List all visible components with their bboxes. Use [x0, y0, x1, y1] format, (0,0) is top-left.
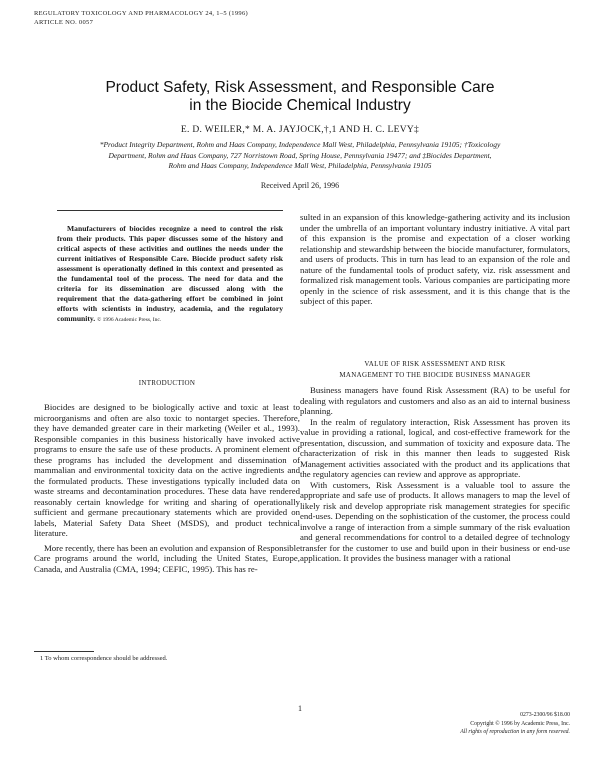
paragraph: With customers, Risk Assessment is a valuable tool to assure the appropriate and safe use of products. It allows managers to map the level of likely risk and develop appropriate risk management strategies for specific end-uses. Depending on the sophistication of the customer, the process could involve a range of interaction from a simple summary of the risk evaluation and general recommendations for control to a detailed degree of technology transfer for the customer to use and build upon in their business or end-use application. It provides the business manager with a rational — [300, 479, 570, 563]
page-number: 1 — [298, 704, 302, 713]
value-section-heading — [300, 359, 570, 381]
heading-line: VALUE OF RISK ASSESSMENT AND RISK — [364, 360, 506, 368]
right-column-top — [300, 212, 570, 307]
affiliation-line: *Product Integrity Department, Rohm and Haas Company, Independence Mall West, Philadelphia, Pennsylvania 19105; †Toxicology — [99, 140, 501, 149]
received-date: Received April 26, 1996 — [260, 181, 340, 190]
journal-header: REGULATORY TOXICOLOGY AND PHARMACOLOGY 24, 1–5 (1996) — [34, 10, 248, 17]
paragraph: Biocides are designed to be biologically active and toxic at least to microorganisms and often are also toxic to nontarget species. Therefore, they have demanded greater care in their marketing (Weiler et al., 1993). Responsible companies in this business historically have invoked active programs to ensure the safe use of these products. A prominent element of these programs has included the development and dissemination of mammalian and environmental toxicity data on the active ingredients and the formulated products. These investigations typically included data on waste streams and decontamination procedures. These data have rendered reasonably certain knowledge for writing and sharing of operationally sufficient and germane precautionary statements which are provided on labels, Material Safety Data Sheet (MSDS), and product technical literature. — [34, 402, 300, 538]
paragraph: Business managers have found Risk Assessment (RA) to be useful for dealing with regulators and customers and also as an aid to internal business planning. — [300, 385, 570, 416]
paragraph: More recently, there has been an evolution and expansion of Responsible Care programs around the world, including the United States, Europe, Canada, and Australia (CMA, 1994; CEFIC, 1995). This has re- — [34, 542, 300, 574]
abstract-top-rule — [57, 210, 283, 211]
title-line-1: Product Safety, Risk Assessment, and Responsible Care — [105, 79, 495, 96]
footnote: 1 To whom correspondence should be addressed. — [40, 655, 168, 662]
reproduction-rights: All rights of reproduction in any form reserved. — [460, 729, 570, 735]
paragraph: In the realm of regulatory interaction, Risk Assessment has proven its value in providing a rational, logical, and cost-effective framework for the presentation, discussion, and summation of toxicity and exposure data. The characterization of risk in this manner then leads to suggested Risk Management activities associated with the product and its applications that the regulatory agencies can review and approve as appropriate. — [300, 416, 570, 479]
value-section-body — [300, 385, 570, 564]
affiliation-line: Department, Rohm and Haas Company, 727 Norristown Road, Spring House, Pennsylvania 19477; and ‡Biocides Department, — [108, 150, 492, 160]
copyright-notice — [460, 711, 570, 737]
abstract-copyright: © 1996 Academic Press, Inc. — [97, 317, 162, 323]
affiliation-line: Rohm and Haas Company, Independence Mall West, Philadelphia, Pennsylvania 19105 — [168, 161, 432, 170]
paper-title — [40, 79, 560, 115]
title-line-2: in the Biocide Chemical Industry — [189, 97, 411, 114]
introduction-heading: INTRODUCTION — [138, 379, 196, 387]
abstract — [57, 224, 283, 325]
copyright-line: Copyright © 1996 by Academic Press, Inc. — [470, 720, 570, 727]
introduction-body — [34, 402, 300, 574]
article-number: ARTICLE NO. 0057 — [34, 19, 94, 26]
issn-price: 0273-2300/96 $18.00 — [520, 712, 570, 718]
abstract-text: Manufacturers of biocides recognize a need to control the risk from their products. This paper discusses some of the history and critical aspects of these activities and outlines the needs under the current initiatives of Responsible Care. Biocide product safety risk assessment is operationally defined in this context and presented as the fundamental tool of the process. The need for data and the criteria for its dissemination are discussed along with the requirement that the data-gathering effort be combined in joint efforts with scientists in industry, academia, and the regulatory community. — [57, 224, 283, 323]
footnote-rule — [34, 651, 94, 652]
paragraph: sulted in an expansion of this knowledge-gathering activity and its inclusion under the umbrella of an important voluntary industry initiative. A vital part of this expansion is the promise and expectation of a closer working relationship and stewardship between the biocide manufacturer, formulators, and users of products. This in turn has lead to an expansion of the role and nature of the fundamental tools of product safety, viz. risk assessment and formalized risk management tools. Various companies are participating more openly in the science of risk assessment, and it is this change that is the subject of this paper. — [300, 212, 570, 306]
heading-line: MANAGEMENT TO THE BIOCIDE BUSINESS MANAGER — [339, 371, 531, 379]
author-list: E. D. WEILER,* M. A. JAYJOCK,†,1 AND H. C. LEVY‡ — [180, 125, 420, 135]
affiliations — [62, 140, 538, 172]
